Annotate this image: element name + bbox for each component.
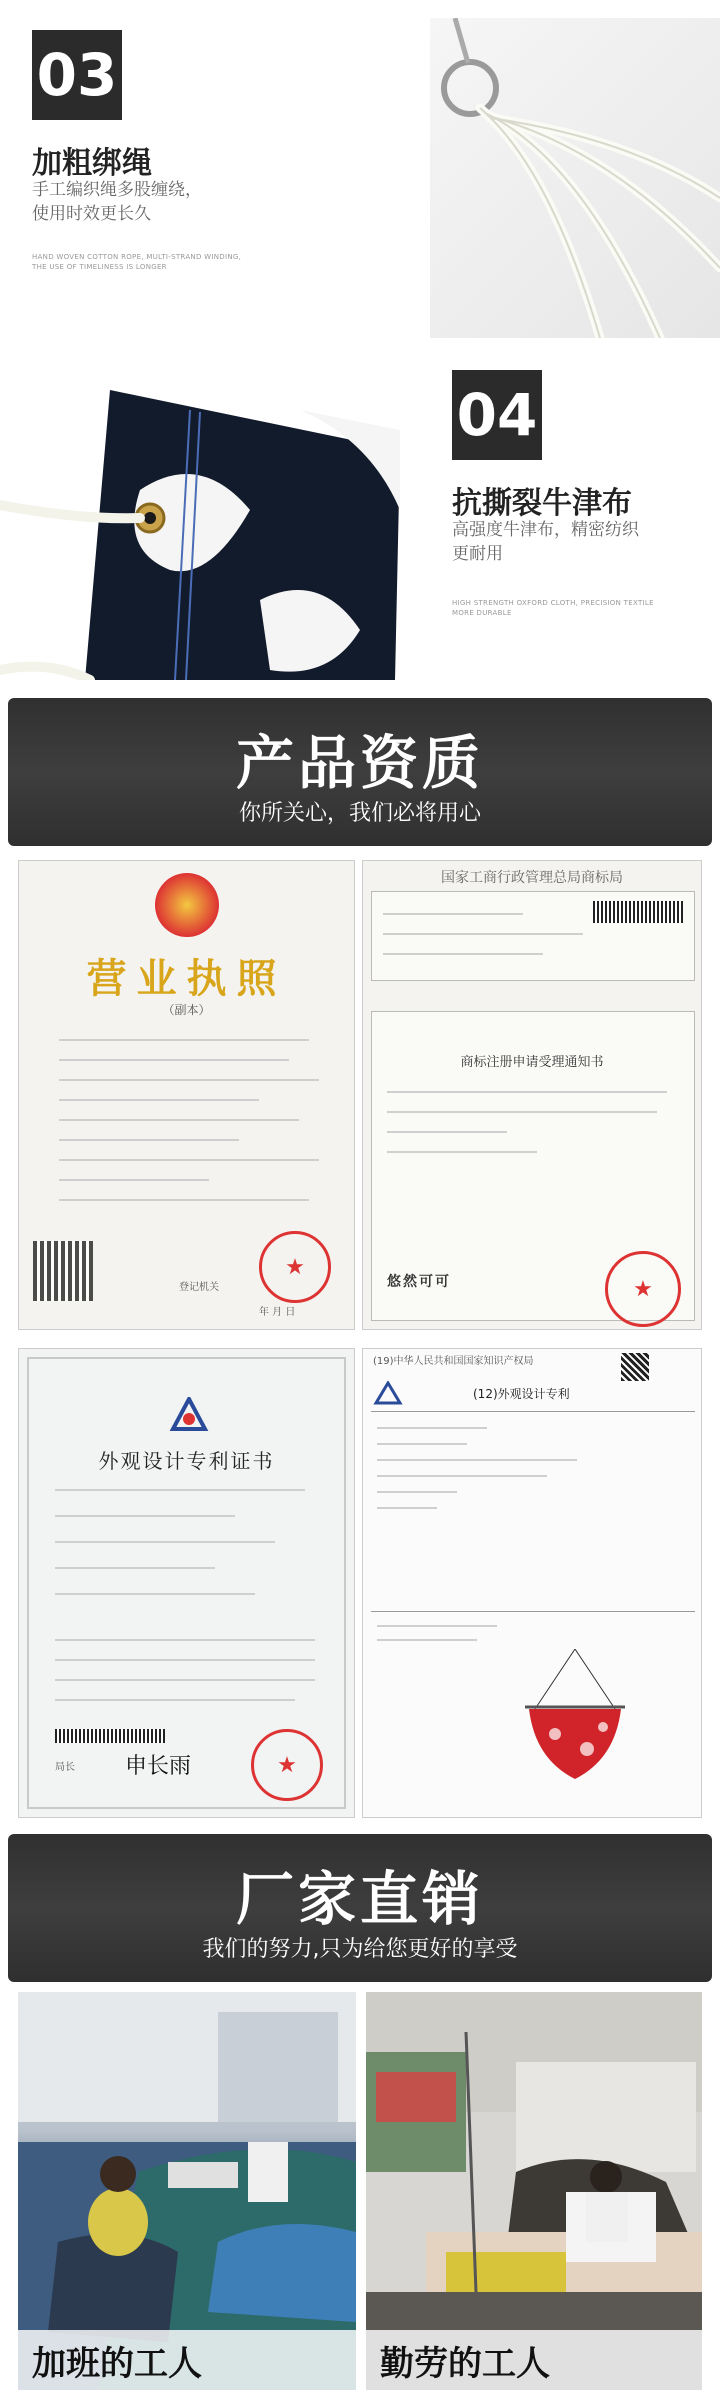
- section-title: 产品资质: [235, 729, 484, 797]
- feature-desc-line: 手工编织绳多股缠绕，: [32, 180, 202, 200]
- red-seal-icon: ★: [251, 1729, 323, 1801]
- feature-title: 加粗绑绳: [32, 146, 152, 181]
- patent-certificate: [18, 1348, 355, 1818]
- feature-en-text: MORE DURABLE: [452, 609, 512, 617]
- feature-en-text: HIGH STRENGTH OXFORD CLOTH, PRECISION TEXTILE: [452, 599, 654, 607]
- barcode-icon: [55, 1729, 165, 1743]
- section-title: 厂家直销: [235, 1865, 484, 1933]
- design-patent-type: (12)外观设计专利: [473, 1387, 570, 1401]
- section-banner-factory: [8, 1834, 712, 1982]
- feature-desc-line: 使用时效更长久: [32, 204, 151, 224]
- design-patent-doc: [362, 1348, 702, 1818]
- section-subtitle: 我们的努力,只为给您更好的享受: [202, 1937, 518, 1962]
- rope-photo: [430, 18, 720, 338]
- patent-logo-icon: [169, 1397, 209, 1431]
- hammock-chair-image: [515, 1649, 635, 1799]
- qr-code-icon: [33, 1241, 93, 1301]
- feature-en-text: HAND WOVEN COTTON ROPE, MULTI-STRAND WINDING,: [32, 253, 242, 261]
- business-license: [18, 860, 355, 1330]
- feature-number-badge: 04: [452, 370, 542, 460]
- license-title: 营业执照: [86, 956, 287, 1002]
- photo-caption: 加班的工人: [32, 2344, 202, 2384]
- trademark-sign: 悠然可可: [387, 1274, 451, 1290]
- barcode-icon: [593, 901, 683, 923]
- feature-desc-line: 更耐用: [452, 544, 503, 564]
- patent-bureau-label: 局长: [55, 1762, 75, 1773]
- trademark-notice-title: 商标注册申请受理通知书: [460, 1055, 604, 1070]
- design-patent-header: (19)中华人民共和国国家知识产权局: [373, 1356, 534, 1367]
- worker-photo-right: [366, 1992, 702, 2390]
- national-emblem-icon: [155, 873, 219, 937]
- photo-label-bar: [366, 2330, 702, 2390]
- feature-desc-line: 高强度牛津布，精密纺织: [452, 520, 639, 540]
- section-banner-quality: [8, 698, 712, 846]
- trademark-notice: [362, 860, 702, 1330]
- license-date: 年 月 日: [259, 1307, 296, 1318]
- section-subtitle: 你所关心，我们必将用心: [238, 801, 481, 826]
- license-authority: 登记机关: [179, 1282, 219, 1293]
- patent-title: 外观设计专利证书: [98, 1449, 275, 1473]
- red-seal-icon: ★: [605, 1251, 681, 1327]
- trademark-header: 国家工商行政管理总局商标局: [441, 870, 623, 886]
- qr-code-icon: [621, 1353, 649, 1381]
- feature-number-badge: 03: [32, 30, 122, 120]
- photo-caption: 勤劳的工人: [380, 2344, 550, 2384]
- patent-signature: 申长雨: [125, 1754, 192, 1779]
- license-copy-label: （副本）: [162, 1003, 211, 1017]
- worker-photo-left: [18, 1992, 356, 2390]
- photo-label-bar: [18, 2330, 356, 2390]
- patent-logo-icon: [373, 1381, 403, 1405]
- red-seal-icon: ★: [259, 1231, 331, 1303]
- feature-title: 抗撕裂牛津布: [452, 486, 632, 521]
- oxford-cloth-photo: [0, 370, 410, 680]
- feature-en-text: THE USE OF TIMELINESS IS LONGER: [32, 263, 167, 271]
